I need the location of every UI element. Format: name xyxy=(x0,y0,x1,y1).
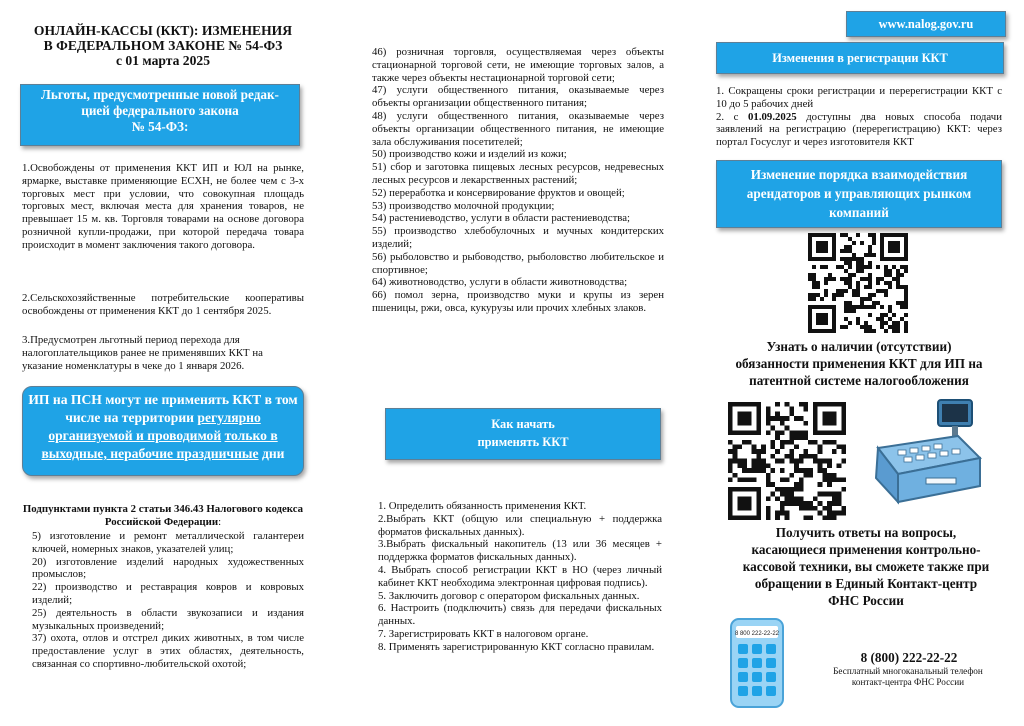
site-link[interactable]: www.nalog.gov.ru xyxy=(846,11,1006,37)
start-steps-list xyxy=(378,500,662,654)
benefit-paragraph-1: 1.Освобождены от применения ККТ ИП и ЮЛ на рынке, ярмарке, выставке применяющие ЕСХН, не более чем с 3-х торговых мест при условии, что совокупная площадь торговых мест, включая места для хранения товаров, не превышает 15 м. кв. Торговля товарами на основе договора розничной купли-продажи, при которой передача товара происходит в момент заключения такого договора. xyxy=(22,162,304,251)
list-item: 6. Настроить (подключить) связь для передачи фискальных данных. xyxy=(378,602,662,628)
how-to-start-box: Как начать применять ККТ xyxy=(385,408,661,460)
list-item: 5) изготовление и ремонт металлической галантереи ключей, номерных знаков, указателей улиц; xyxy=(32,530,304,555)
registration-changes-text xyxy=(716,85,1002,149)
list-item: 48) услуги общественного питания, оказываемые через объекты организации общественного питания, не имеющие зала обслуживания посетителей; xyxy=(372,109,664,148)
list-item: 3.Выбрать фискальный накопитель (13 или 36 месяцев + поддержка форматов фискальных данных). xyxy=(378,538,662,564)
list-item: 1. Сокращены сроки регистрации и перерегистрации ККТ с 10 до 5 рабочих дней xyxy=(716,85,1002,110)
qr-code-tenants[interactable] xyxy=(808,233,908,333)
benefit-paragraph-3: 3.Предусмотрен льготный период перехода для налогоплательщиков ранее не применявших ККТ на указание номенклатуры в чеке до 1 января 2026. xyxy=(22,334,263,372)
list-item: 37) охота, отлов и отстрел диких животных, в том числе предоставление услуг в этих областях, деятельность, связанная со спортивно-любительской охотой; xyxy=(32,632,304,670)
page-title: ОНЛАЙН-КАССЫ (ККТ): ИЗМЕНЕНИЯ В ФЕДЕРАЛЬНОМ ЗАКОНЕ № 54-ФЗ с 01 марта 2025 xyxy=(33,23,293,68)
activity-list-middle xyxy=(372,46,664,315)
list-item: 22) производство и реставрация ковров и ковровых изделий; xyxy=(32,581,304,606)
list-item: 50) производство кожи и изделий из кожи; xyxy=(372,148,567,161)
list-item: 2. с 01.09.2025 доступны два новых способа подачи заявлений на регистрацию (перерегистрацию) ККТ: через портал Госуслуг и через изготовителя ККТ xyxy=(716,110,1002,149)
list-item: 46) розничная торговля, осуществляемая через объекты стационарной торговой сети, не имеющие торговых залов, а также через объекты нестационарной торговой сети; xyxy=(372,46,664,84)
list-item: 8. Применять зарегистрированную ККТ согласно правилам. xyxy=(378,640,655,653)
benefit-paragraph-2: 2.Сельскохозяйственные потребительские кооперативы освобождены от применения ККТ до 1 сентября 2025. xyxy=(22,292,304,317)
tenants-interaction-box: Изменение порядка взаимодействия арендаторов и управляющих рынком компаний xyxy=(716,160,1002,228)
list-item: 7. Зарегистрировать ККТ в налоговом органе. xyxy=(378,627,589,640)
list-item: 52) переработка и консервирование фруктов и овощей; xyxy=(372,186,625,199)
list-item: 20) изготовление изделий народных художественных промыслов; xyxy=(32,555,304,581)
list-item: 4. Выбрать способ регистрации ККТ в НО (через личный кабинет ККТ необходима электронная цифровая подпись). xyxy=(378,563,662,589)
phone-keypad-icon xyxy=(730,618,784,708)
phone-screen-number: 8 800 222-22-22 xyxy=(734,631,780,637)
list-item: 47) услуги общественного питания, оказываемые через объекты организации общественного питания; xyxy=(372,84,664,110)
activity-list-left xyxy=(32,530,304,671)
list-item: 2.Выбрать ККТ (общую или специальную + поддержка форматов фискальных данных). xyxy=(378,512,662,538)
psn-weekends-text: только в выходные, нерабочие праздничные xyxy=(41,428,278,461)
tax-code-subtitle: Подпунктами пункта 2 статьи 346.43 Налогового кодекса Российской Федерации: xyxy=(22,503,304,528)
list-item: 66) помол зерна, производство муки и крупы из зерен пшеницы, ржи, овса, кукурузы или прочих хлебных злаков. xyxy=(372,289,664,314)
list-item: 55) производство хлебобулочных и мучных кондитерских изделий; xyxy=(372,225,664,250)
contact-center-text: Получить ответы на вопросы, касающиеся применения контрольно- кассовой техники, вы сможете также при обращении в Единый Контакт-центр ФНС России xyxy=(742,525,990,608)
list-item: 25) деятельность в области звукозаписи и издания музыкальных произведений; xyxy=(32,606,304,632)
psn-note-box: ИП на ПСН могут не применять ККТ в том числе на территории регулярно организуемой и проводимой только в выходные, нерабочие праздничные дни xyxy=(22,386,304,476)
contact-phone-number[interactable]: 8 (800) 222-22-22 xyxy=(860,650,958,665)
benefits-heading-box: Льготы, предусмотренные новой редак- цией федерального закона № 54-ФЗ: xyxy=(20,84,300,146)
qr-code-patent[interactable] xyxy=(728,402,846,520)
list-item: 53) производство молочной продукции; xyxy=(372,199,555,212)
contact-phone-note: Бесплатный многоканальный телефон контакт-центра ФНС России xyxy=(833,666,983,687)
list-item: 64) животноводство, услуги в области животноводства; xyxy=(372,276,628,289)
psn-regular-text: регулярно организуемой и проводимой xyxy=(48,410,261,443)
list-item: 56) рыболовство и рыбоводство, рыболовство любительское и спортивное; xyxy=(372,250,664,276)
list-item: 1. Определить обязанность применения ККТ. xyxy=(378,500,587,512)
registration-changes-box: Изменения в регистрации ККТ xyxy=(716,42,1004,74)
list-item: 54) растениеводство, услуги в области растениеводства; xyxy=(372,212,631,225)
list-item: 51) сбор и заготовка пищевых лесных ресурсов, недревесных лесных ресурсов и лекарственных растений; xyxy=(372,161,664,186)
patent-check-text: Узнать о наличии (отсутствии) обязанности применения ККТ для ИП на патентной системе налогообложения xyxy=(735,339,983,388)
list-item: 5. Заключить договор с оператором фискальных данных. xyxy=(378,589,640,602)
cash-register-icon xyxy=(868,398,986,508)
